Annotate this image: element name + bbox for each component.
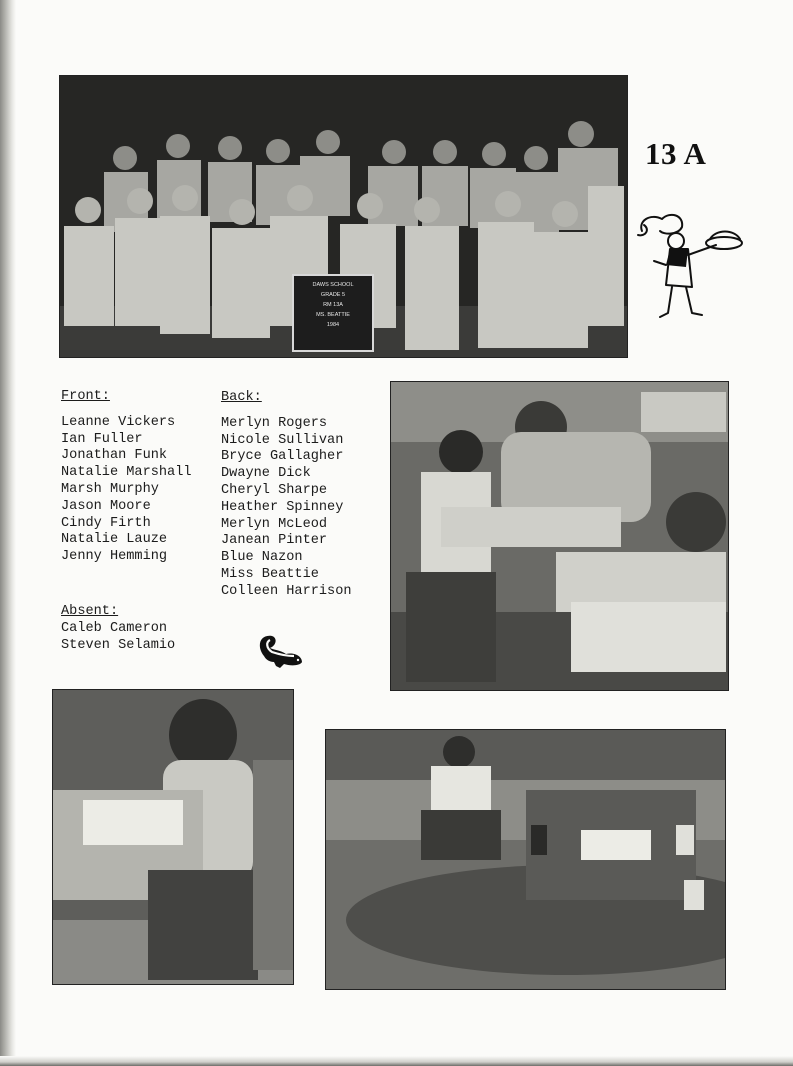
front-name: Marsh Murphy [61, 481, 159, 497]
sign-line-room: RM 13A [323, 302, 343, 308]
sign-line-teacher: MS. BEATTIE [316, 312, 350, 318]
front-name: Ian Fuller [61, 431, 143, 447]
front-name: Jonathan Funk [61, 448, 168, 464]
sign-line-grade: GRADE 5 [320, 292, 346, 298]
absent-heading: Absent: [61, 604, 119, 619]
homeroom-number: 13 A [645, 136, 707, 171]
skunk-icon [256, 632, 306, 670]
sign-line-year: 1984 [326, 322, 340, 328]
back-name: Blue Nazon [221, 550, 303, 566]
front-heading: Front: [61, 389, 110, 404]
front-name: Leanne Vickers [61, 414, 176, 430]
absent-name: Caleb Cameron [61, 620, 168, 636]
back-name: Janean Pinter [221, 533, 328, 549]
photo-teacher-helping-students [390, 381, 729, 691]
back-name: Merlyn McLeod [221, 516, 328, 532]
sign-line-school: DAWS SCHOOL [312, 282, 354, 288]
class-group-photo [59, 75, 628, 358]
front-name: Jenny Hemming [61, 549, 168, 565]
photo-boy-painting-mural [325, 729, 726, 990]
front-name: Cindy Firth [61, 515, 151, 531]
absent-name: Steven Selamio [61, 637, 176, 653]
absent-list [61, 604, 175, 654]
front-row-list [61, 389, 192, 566]
back-name: Colleen Harrison [221, 583, 352, 599]
back-heading: Back: [221, 390, 262, 405]
back-name: Nicole Sullivan [221, 432, 344, 448]
back-row-list [221, 390, 352, 601]
back-name: Cheryl Sharpe [221, 482, 328, 498]
back-name: Miss Beattie [221, 566, 319, 582]
back-name: Dwayne Dick [221, 466, 311, 482]
front-name: Natalie Marshall [61, 465, 192, 481]
front-name: Natalie Lauze [61, 532, 168, 548]
back-name: Merlyn Rogers [221, 415, 328, 431]
book-spine-shadow [0, 0, 16, 1066]
photo-girl-writing-at-desk [52, 689, 294, 985]
back-name: Bryce Gallagher [221, 449, 344, 465]
class-name-sign [292, 274, 374, 352]
back-name: Heather Spinney [221, 499, 344, 515]
chef-carrying-pie-icon [636, 205, 748, 325]
front-name: Jason Moore [61, 498, 151, 514]
page-bottom-shadow [0, 1056, 793, 1066]
